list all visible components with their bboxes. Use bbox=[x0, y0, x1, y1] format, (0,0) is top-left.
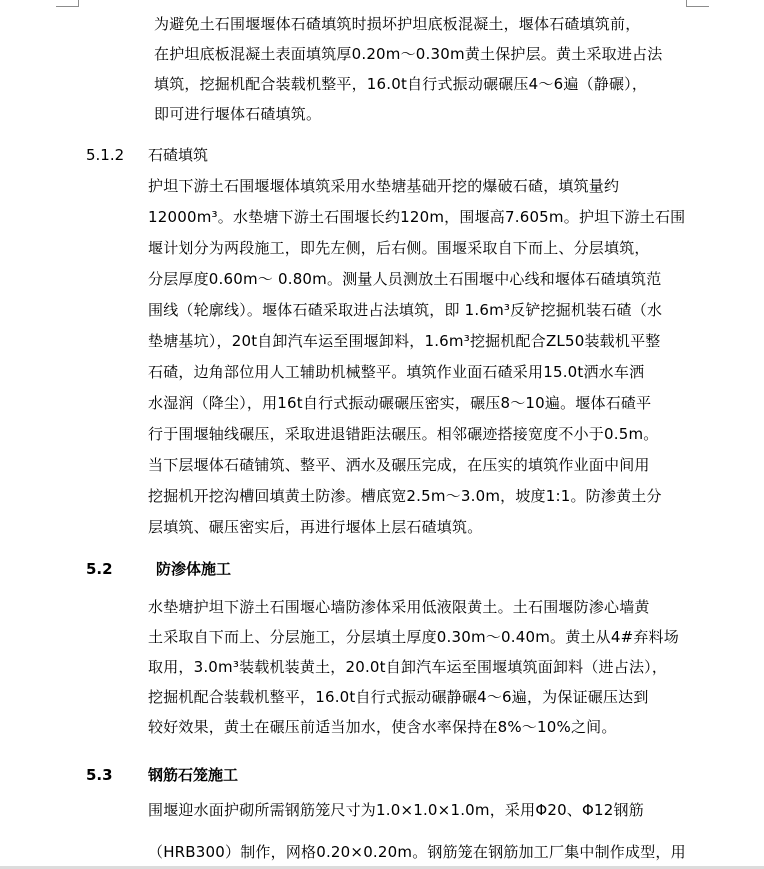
paragraph-line: 水垫塘护坦下游土石围堰心墙防渗体采用低液限黄土。土石围堰防渗心墙黄 bbox=[148, 598, 650, 616]
section-number: 5.1.2 bbox=[86, 146, 125, 164]
paragraph-line: 堰计划分为两段施工，即先左侧，后右侧。围堰采取自下而上、分层填筑， bbox=[148, 239, 650, 257]
page-corner-mark-left bbox=[56, 0, 79, 7]
section-title: 防渗体施工 bbox=[156, 560, 232, 578]
paragraph-line: 垫塘基坑），20t自卸汽车运至围堰卸料，1.6m³挖掘机配合ZL50装载机平整 bbox=[148, 332, 661, 350]
paragraph-line: 12000m³。水垫塘下游土石围堰长约120m，围堰高7.605m。护坦下游土石围 bbox=[148, 208, 686, 226]
paragraph-line: 围线（轮廓线）。堰体石碴采取进占法填筑，即 1.6m³反铲挖掘机装石碴（水 bbox=[148, 301, 663, 319]
paragraph-line: 土采取自下而上、分层施工，分层填土厚度0.30m～0.40m。黄土从4#弃料场 bbox=[148, 628, 679, 646]
paragraph-line: 行于围堰轴线碾压，采取进退错距法碾压。相邻碾迹搭接宽度不小于0.5m。 bbox=[148, 425, 659, 443]
paragraph-line: 较好效果，黄土在碾压前适当加水，使含水率保持在8%～10%之间。 bbox=[148, 718, 617, 736]
intro-line-3: 填筑，挖掘机配合装载机整平，16.0t自行式振动碾碾压4～6遍（静碾）， bbox=[154, 75, 648, 93]
paragraph-line: 石碴，边角部位用人工辅助机械整平。填筑作业面石碴采用15.0t洒水车洒 bbox=[148, 363, 645, 381]
paragraph-line: 分层厚度0.60m～ 0.80m。测量人员测放土石围堰中心线和堰体石碴填筑范 bbox=[148, 270, 662, 288]
section-title: 石碴填筑 bbox=[148, 146, 209, 164]
section-number: 5.2 bbox=[86, 560, 113, 578]
paragraph-line: 层填筑、碾压密实后，再进行堰体上层石碴填筑。 bbox=[148, 518, 483, 536]
paragraph-line: 当下层堰体石碴铺筑、整平、洒水及碾压完成，在压实的填筑作业面中间用 bbox=[148, 456, 650, 474]
paragraph-line: 护坦下游土石围堰堰体填筑采用水垫塘基础开挖的爆破石碴，填筑量约 bbox=[148, 177, 620, 195]
paragraph-line: 取用，3.0m³装载机装黄土，20.0t自卸汽车运至围堰填筑面卸料（进占法）， bbox=[148, 658, 668, 676]
paragraph-line: 围堰迎水面护砌所需钢筋笼尺寸为1.0×1.0×1.0m，采用Φ20、Φ12钢筋 bbox=[148, 801, 644, 819]
page-corner-mark-right bbox=[686, 0, 709, 7]
section-title: 钢筋石笼施工 bbox=[148, 766, 239, 784]
intro-line-1: 为避免土石围堰堰体石碴填筑时损坏护坦底板混凝土，堰体石碴填筑前， bbox=[154, 15, 641, 33]
paragraph-line: 水湿润（降尘），用16t自行式振动碾碾压密实，碾压8～10遍。堰体石碴平 bbox=[148, 394, 652, 412]
section-number: 5.3 bbox=[86, 766, 113, 784]
paragraph-line: 挖掘机配合装载机整平，16.0t自行式振动碾静碾4～6遍，为保证碾压达到 bbox=[148, 688, 649, 706]
intro-line-2: 在护坦底板混凝土表面填筑厚0.20m～0.30m黄土保护层。黄土采取进占法 bbox=[154, 45, 663, 63]
intro-line-4: 即可进行堰体石碴填筑。 bbox=[154, 105, 322, 123]
paragraph-line: 挖掘机开挖沟槽回填黄土防渗。槽底宽2.5m～3.0m，坡度1:1。防渗黄土分 bbox=[148, 487, 662, 505]
paragraph-line: （HRB300）制作，网格0.20×0.20m。钢筋笼在钢筋加工厂集中制作成型，用 bbox=[148, 843, 686, 861]
